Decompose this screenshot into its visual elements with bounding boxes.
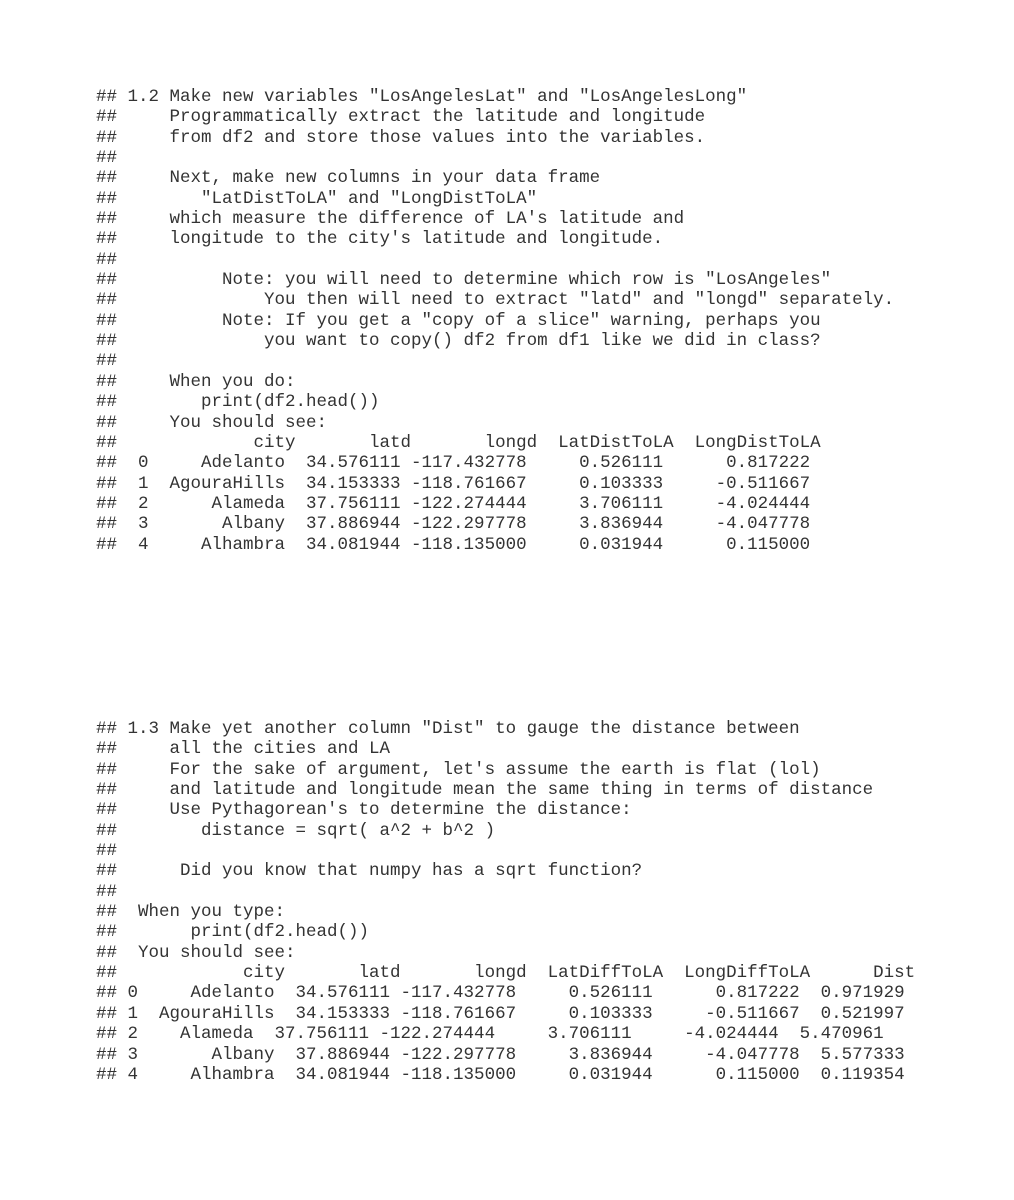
table-row: ## 1 AgouraHills 34.153333 -118.761667 0.103333 -0.511667 (96, 473, 811, 494)
comment-line: ## For the sake of argument, let's assume the earth is flat (lol) (96, 759, 821, 780)
table-row: ## 0 Adelanto 34.576111 -117.432778 0.526111 0.817222 0.971929 (96, 983, 905, 1004)
table-row: ## 4 Alhambra 34.081944 -118.135000 0.031944 0.115000 (96, 534, 811, 555)
table-row: ## 4 Alhambra 34.081944 -118.135000 0.031944 0.115000 0.119354 (96, 1064, 905, 1085)
exercise-1-2-heading: ## 1.2 Make new variables "LosAngelesLat" and "LosAngelesLong" (96, 87, 748, 107)
note-line: ## you want to copy() df2 from df1 like we did in class? (96, 331, 821, 352)
comment-line: ## "LatDistToLA" and "LongDistToLA" (96, 188, 538, 209)
comment-line: ## Programmatically extract the latitude and longitude (96, 107, 706, 128)
comment-line: ## You should see: (96, 412, 328, 433)
exercise-1-3-block (96, 719, 915, 1085)
comment-line: ## (96, 881, 118, 902)
comment-line: ## You should see: (96, 942, 296, 963)
comment-line: ## all the cities and LA (96, 739, 391, 760)
comment-line: ## When you do: (96, 371, 296, 392)
comment-line: ## which measure the difference of LA's latitude and (96, 209, 685, 230)
note-line: ## Note: you will need to determine which row is "LosAngeles" (96, 270, 832, 291)
table-header-row: ## city latd longd LatDiffToLA LongDiffToLA Dist (96, 963, 916, 984)
table-row: ## 1 AgouraHills 34.153333 -118.761667 0.103333 -0.511667 0.521997 (96, 1003, 905, 1024)
comment-line: ## (96, 351, 118, 372)
comment-line: ## Use Pythagorean's to determine the distance: (96, 800, 632, 821)
comment-line: ## from df2 and store those values into the variables. (96, 127, 706, 148)
comment-line: ## Next, make new columns in your data frame (96, 168, 601, 189)
code-sample-line: ## print(df2.head()) (96, 922, 370, 943)
exercise-1-2-block (96, 87, 894, 555)
exercise-1-3-heading: ## 1.3 Make yet another column "Dist" to gauge the distance between (96, 719, 800, 739)
comment-line: ## and latitude and longitude mean the same thing in terms of distance (96, 780, 874, 801)
table-row: ## 3 Albany 37.886944 -122.297778 3.836944 -4.047778 (96, 514, 811, 535)
table-row: ## 2 Alameda 37.756111 -122.274444 3.706111 -4.024444 5.470961 (96, 1024, 884, 1045)
note-line: ## Note: If you get a "copy of a slice" warning, perhaps you (96, 310, 821, 331)
comment-line: ## (96, 841, 118, 862)
comment-line: ## (96, 148, 118, 169)
comment-line: ## Did you know that numpy has a sqrt function? (96, 861, 643, 882)
table-row: ## 3 Albany 37.886944 -122.297778 3.836944 -4.047778 5.577333 (96, 1044, 905, 1065)
comment-line: ## longitude to the city's latitude and longitude. (96, 229, 664, 250)
table-header-row: ## city latd longd LatDistToLA LongDistToLA (96, 432, 821, 453)
comment-line: ## When you type: (96, 902, 286, 923)
table-row: ## 0 Adelanto 34.576111 -117.432778 0.526111 0.817222 (96, 453, 811, 474)
comment-line: ## (96, 249, 118, 270)
code-sample-line: ## print(df2.head()) (96, 392, 380, 413)
formula-line: ## distance = sqrt( a^2 + b^2 ) (96, 820, 496, 841)
note-line: ## You then will need to extract "latd" and "longd" separately. (96, 290, 895, 311)
table-row: ## 2 Alameda 37.756111 -122.274444 3.706111 -4.024444 (96, 493, 811, 514)
